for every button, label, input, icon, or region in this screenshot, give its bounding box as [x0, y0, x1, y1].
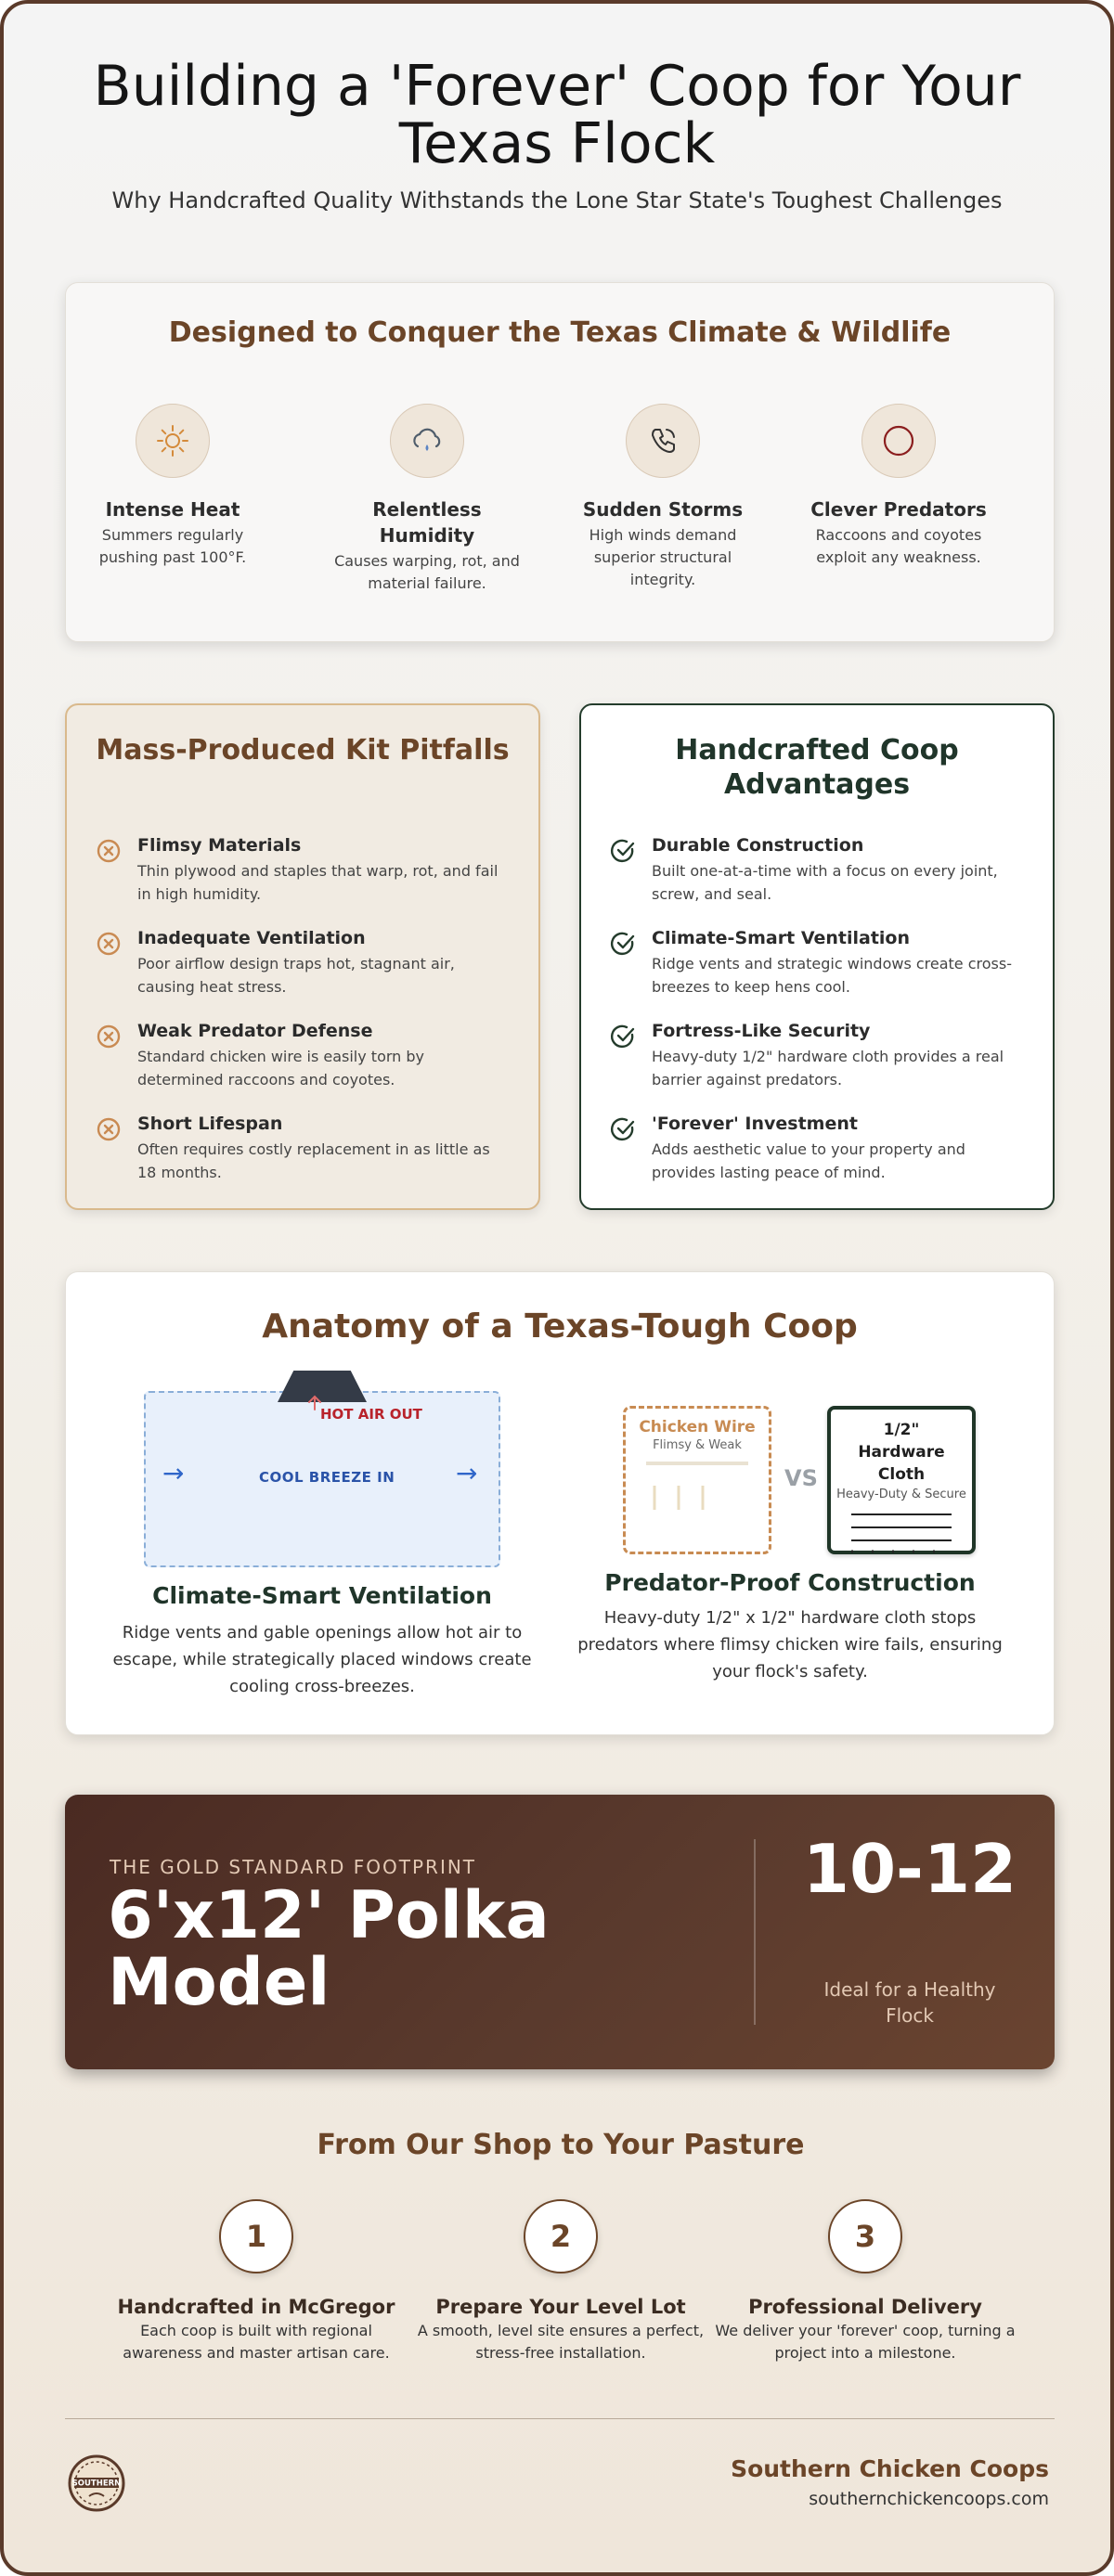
- handcrafted-advantages-card: [579, 703, 1055, 1210]
- item-desc: Built one-at-a-time with a focus on every joint, screw, and seal.: [652, 862, 998, 903]
- ventilation-desc: Ridge vents and gable openings allow hot air to escape, while strategically placed windows create cooling cross-breezes.: [112, 1623, 532, 1696]
- model-banner: [65, 1795, 1055, 2069]
- chicken-wire-label: Chicken Wire: [639, 1418, 756, 1436]
- item-desc: Adds aesthetic value to your property and provides lasting peace of mind.: [652, 1140, 965, 1181]
- threat-name: Sudden Storms: [582, 498, 744, 521]
- kit-title: Mass-Produced Kit Pitfalls: [96, 734, 510, 766]
- steps-title: From Our Shop to Your Pasture: [317, 2129, 805, 2161]
- climate-title: Designed to Conquer the Texas Climate & Wildlife: [168, 316, 952, 349]
- check-circle-icon: [609, 930, 637, 958]
- item-title: 'Forever' Investment: [652, 1114, 858, 1134]
- item-title: Short Lifespan: [137, 1114, 283, 1134]
- list-item: [609, 926, 1025, 1019]
- x-circle-icon: [95, 1023, 123, 1050]
- threat-desc: Raccoons and coyotes exploit any weakness.: [815, 526, 982, 566]
- kit-pitfalls-card: [65, 703, 540, 1210]
- anatomy-card: [65, 1271, 1055, 1735]
- predator-desc: Heavy-duty 1/2" x 1/2" hardware cloth stops predators where flimsy chicken wire fails, ensuring your flock's safety.: [577, 1608, 1003, 1681]
- step-title: Prepare Your Level Lot: [435, 2296, 686, 2318]
- check-circle-icon: [609, 837, 637, 865]
- item-title: Inadequate Ventilation: [137, 928, 366, 948]
- humidity-cloud-icon: [390, 404, 464, 478]
- item-title: Fortress-Like Security: [652, 1021, 871, 1041]
- step-item: [104, 2199, 408, 2364]
- page-title: Building a 'Forever' Coop for Your Texas Flock: [93, 54, 1021, 176]
- item-title: Weak Predator Defense: [137, 1021, 373, 1041]
- threat-name: Clever Predators: [810, 498, 987, 521]
- hardware-cloth-sublabel: Heavy-Duty & Secure: [836, 1488, 966, 1501]
- vs-label: VS: [784, 1465, 818, 1491]
- item-desc: Thin plywood and staples that warp, rot, and fail in high humidity.: [137, 862, 499, 903]
- hardware-cloth-label: 1/2" Hardware Cloth: [858, 1421, 945, 1484]
- climate-card: [65, 282, 1055, 642]
- arrow-right-icon: →: [162, 1458, 185, 1488]
- wire-strand: [646, 1462, 748, 1465]
- threat-name: Relentless Humidity: [372, 498, 482, 547]
- item-title: Climate-Smart Ventilation: [652, 928, 910, 948]
- item-desc: Often requires costly replacement in as little as 18 months.: [137, 1140, 490, 1181]
- hot-air-label: HOT AIR OUT: [320, 1406, 422, 1423]
- step-item: [713, 2199, 1017, 2364]
- threat-desc: High winds demand superior structural integrity.: [589, 526, 737, 588]
- footer-divider: [65, 2418, 1055, 2419]
- threat-desc: Summers regularly pushing past 100°F.: [98, 526, 247, 566]
- step-number: 1: [219, 2199, 293, 2273]
- brand-logo: [67, 2454, 126, 2513]
- step-number: 3: [828, 2199, 902, 2273]
- flock-size-caption: Ideal for a Healthy Flock: [823, 1978, 996, 2027]
- header: [4, 4, 1110, 213]
- hardware-cloth-panel: [827, 1406, 976, 1554]
- threat-item-heat: [75, 404, 270, 569]
- ventilation-heading: Climate-Smart Ventilation: [152, 1582, 492, 1609]
- mesh-grid-icon: [846, 1509, 957, 1557]
- item-desc: Ridge vents and strategic windows create cross-breezes to keep hens cool.: [652, 955, 1012, 996]
- threat-list: [66, 404, 1054, 608]
- list-item: [609, 1112, 1025, 1204]
- handcrafted-list: [609, 833, 1025, 1204]
- predator-heading: Predator-Proof Construction: [604, 1569, 976, 1596]
- model-name: 6'x12' Polka Model: [108, 1877, 550, 2020]
- sun-icon: [136, 404, 210, 478]
- logo-text: SOUTHERN: [71, 2479, 122, 2489]
- item-desc: Standard chicken wire is easily torn by determined raccoons and coyotes.: [137, 1048, 425, 1088]
- item-title: Flimsy Materials: [137, 835, 302, 856]
- chicken-wire-sublabel: Flimsy & Weak: [653, 1438, 742, 1452]
- model-kicker: THE GOLD STANDARD FOOTPRINT: [110, 1856, 477, 1878]
- x-circle-icon: [95, 837, 123, 865]
- list-item: [95, 833, 511, 926]
- arrow-right-icon: →: [456, 1458, 478, 1488]
- chicken-wire-panel: [623, 1406, 771, 1554]
- check-circle-icon: [609, 1115, 637, 1143]
- list-item: [95, 1112, 511, 1204]
- step-desc: A smooth, level site ensures a perfect, stress-free installation.: [417, 2322, 705, 2362]
- item-title: Durable Construction: [652, 835, 864, 856]
- list-item: [95, 1019, 511, 1112]
- cool-breeze-label: COOL BREEZE IN: [259, 1469, 395, 1486]
- footer-website-link[interactable]: southernchickencoops.com: [809, 2489, 1049, 2509]
- phone-icon: [626, 404, 700, 478]
- circle-icon: [861, 404, 936, 478]
- item-desc: Heavy-duty 1/2" hardware cloth provides a real barrier against predators.: [652, 1048, 1004, 1088]
- handcrafted-title: Handcrafted Coop Advantages: [675, 734, 959, 801]
- threat-item-predators: [801, 404, 996, 569]
- threat-desc: Causes warping, rot, and material failure.: [334, 552, 520, 592]
- threat-name: Intense Heat: [105, 498, 240, 521]
- list-item: [95, 926, 511, 1019]
- step-title: Handcrafted in McGregor: [117, 2296, 395, 2318]
- list-item: [609, 1019, 1025, 1112]
- step-title: Professional Delivery: [748, 2296, 982, 2318]
- divider: [754, 1839, 756, 2025]
- anatomy-title: Anatomy of a Texas-Tough Coop: [262, 1307, 858, 1346]
- step-desc: Each coop is built with regional awareness and master artisan care.: [123, 2322, 390, 2362]
- page-subtitle: Why Handcrafted Quality Withstands the Lone Star State's Toughest Challenges: [111, 187, 1003, 213]
- x-circle-icon: [95, 1115, 123, 1143]
- threat-item-humidity: [330, 404, 525, 595]
- step-number: 2: [524, 2199, 598, 2273]
- torn-wire-icon: [641, 1478, 753, 1515]
- step-item: [408, 2199, 713, 2364]
- flock-size-number: 10-12: [802, 1830, 1017, 1908]
- check-circle-icon: [609, 1023, 637, 1050]
- footer-brand: Southern Chicken Coops: [731, 2455, 1049, 2482]
- threat-item-storms: [565, 404, 760, 591]
- item-desc: Poor airflow design traps hot, stagnant air, causing heat stress.: [137, 955, 455, 996]
- kit-list: [95, 833, 511, 1204]
- step-desc: We deliver your 'forever' coop, turning a project into a milestone.: [715, 2322, 1016, 2362]
- list-item: [609, 833, 1025, 926]
- x-circle-icon: [95, 930, 123, 958]
